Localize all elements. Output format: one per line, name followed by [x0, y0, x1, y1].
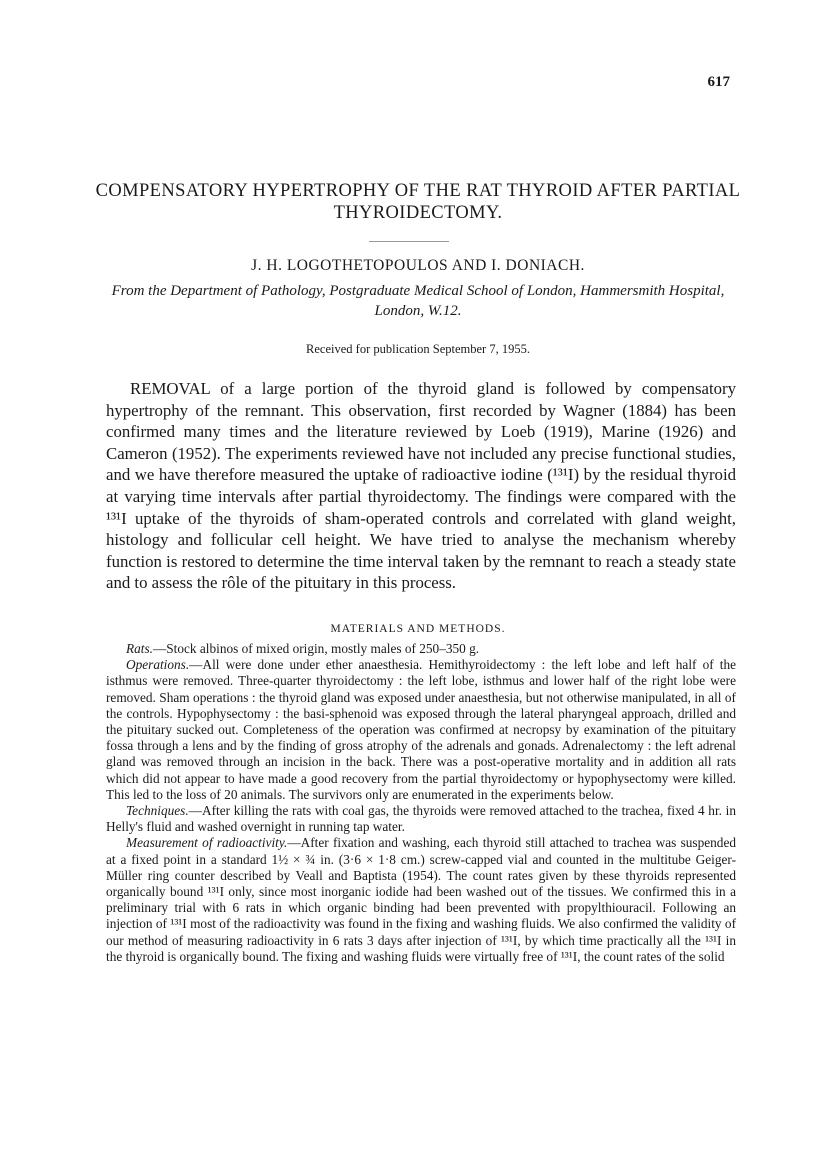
paragraph-techniques: [106, 803, 736, 835]
paragraph-lead: Measurement of radioactivity.: [126, 835, 288, 851]
paragraph-text: —After fixation and washing, each thyroid still attached to trachea was suspended at a fixed point in a standard 1½ × ¾ in. (3·6 × 1·8 cm.) screw-capped vial and counted in the multitube Geiger-Müller ring counter described by Veall and Baptista (1954). The count rates given by these thyroids represented organically bound ¹³¹I only, since most inorganic iodide had been washed out of the tissues. We confirmed this in a preliminary trial with 6 rats in which organic binding had been prevented with propylthiouracil. Following an injection of ¹³¹I most of the radioactivity was found in the fixing and washing fluids. We also confirmed the validity of our method of measuring radioactivity in 6 rats 3 days after injection of ¹³¹I, by which time practically all the ¹³¹I in the thyroid is organically bound. The fixing and washing fluids were virtually free of ¹³¹I, the count rates of the solid: [106, 835, 736, 964]
paragraph-lead: Techniques.: [126, 803, 189, 819]
page-number: 617: [707, 74, 730, 90]
paragraph-rats: [106, 641, 736, 657]
introduction-paragraph: REMOVAL of a large portion of the thyroid gland is followed by compensatory hypertrophy of the remnant. This observation, first recorded by Wagner (1884) has been confirmed many times and the literature reviewed by Loeb (1919), Marine (1926) and Cameron (1952). The experiments reviewed have not included any precise functional studies, and we have therefore measured the uptake of radioactive iodine (¹³¹I) by the residual thyroid at varying time intervals after partial thyroidectomy. The findings were compared with the ¹³¹I uptake of the thyroids of sham-operated controls and correlated with gland weight, histology and follicular cell height. We have tried to analyse the mechanism whereby function is restored to determine the time interval taken by the remnant to reach a steady state and to assess the rôle of the pituitary in this process.: [106, 379, 736, 593]
paragraph-operations: [106, 657, 736, 803]
authors: J. H. LOGOTHETOPOULOS AND I. DONIACH.: [251, 257, 585, 274]
paragraph-lead: Rats.: [126, 641, 153, 656]
title-divider: [369, 241, 449, 242]
paragraph-lead: Operations.: [126, 657, 190, 673]
paragraph-radioactivity: [106, 835, 736, 965]
affiliation: From the Department of Pathology, Postgraduate Medical School of London, Hammersmith Hospital, London, W.12.: [111, 283, 725, 319]
article-title: COMPENSATORY HYPERTROPHY OF THE RAT THYROID AFTER PARTIAL THYROIDECTOMY.: [95, 181, 741, 223]
section-heading: MATERIALS AND METHODS.: [330, 623, 506, 635]
paragraph-text: —Stock albinos of mixed origin, mostly males of 250–350 g.: [152, 641, 480, 656]
paragraph-text: —All were done under ether anaesthesia. Hemithyroidectomy : the left lobe and left half of the isthmus were removed. Three-quarter thyroidectomy : the left lobe, isthmus and lower half of the right lobe were removed. Sham operations : the thyroid gland was exposed under anaesthesia, but not otherwise manipulated, in all of the controls. Hypophysectomy : the basi-sphenoid was exposed through the lateral pharyngeal approach, drilled and the pituitary sucked out. Completeness of the operation was confirmed at necropsy by examination of the pituitary fossa through a lens and by the finding of gross atrophy of the adrenals and gonads. Adrenalectomy : the left adrenal gland was removed through an incision in the back. There was a post-operative mortality and in addition all rats which did not appear to have made a good recovery from the partial thyroidectomy or hypophysectomy were killed. This led to the loss of 20 animals. The survivors only are enumerated in the experiments below.: [106, 657, 736, 802]
received-date: Received for publication September 7, 1955.: [306, 342, 530, 356]
paragraph-text: —After killing the rats with coal gas, the thyroids were removed attached to the trachea, fixed 4 hr. in Helly's fluid and washed overnight in running tap water.: [106, 803, 736, 835]
methods-body: [106, 641, 736, 965]
